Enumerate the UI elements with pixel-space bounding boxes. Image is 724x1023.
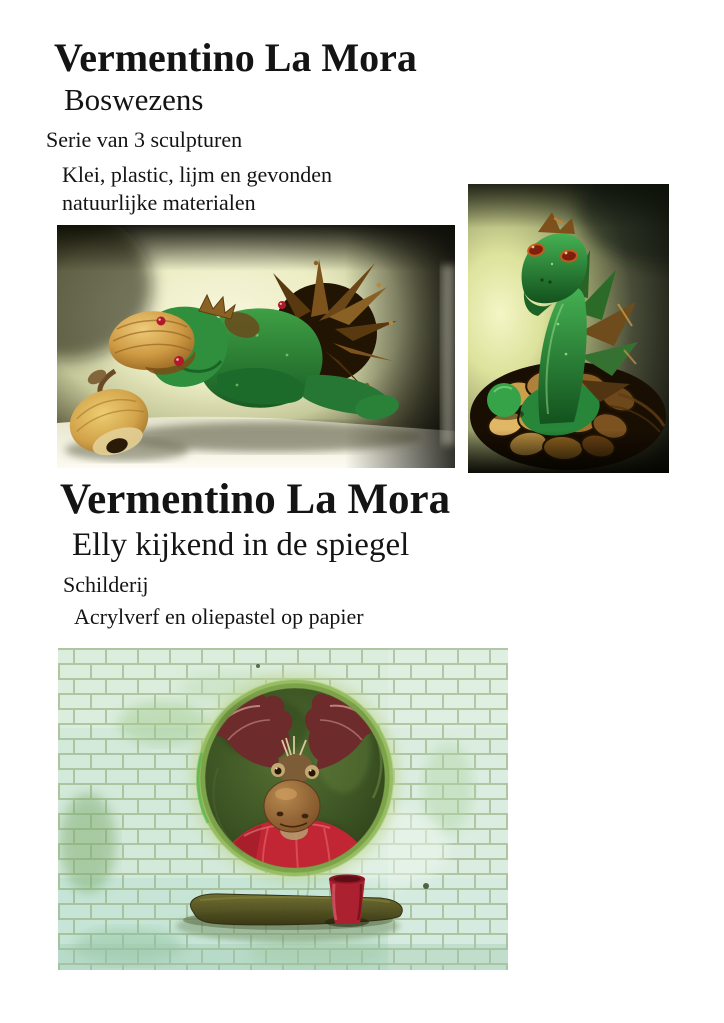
artist-name-1: Vermentino La Mora [54, 35, 417, 80]
materials-2: Acrylverf en oliepastel op papier [74, 604, 364, 629]
shelf [176, 894, 402, 942]
artist-name-2: Vermentino La Mora [60, 476, 451, 523]
work-title-elly: Elly kijkend in de spiegel [72, 527, 410, 563]
materials-1 [62, 161, 332, 217]
photo-painting-elly-image [58, 648, 508, 970]
materials-1-line1: Klei, plastic, lijm en gevonden [62, 162, 333, 187]
photo-sculpture-reclining-image [57, 225, 455, 468]
photo-sculpture-on-pinecone-image [468, 184, 669, 473]
work-title-boswezens: Boswezens [64, 82, 204, 117]
work-type-1: Serie van 3 sculpturen [46, 127, 243, 152]
photo-sculpture-on-pinecone [468, 184, 669, 473]
materials-1-line2: natuurlijke materialen [62, 190, 256, 215]
work-type-2: Schilderij [63, 572, 149, 597]
photo-sculpture-reclining [57, 225, 455, 468]
photo-painting-elly [58, 648, 508, 970]
